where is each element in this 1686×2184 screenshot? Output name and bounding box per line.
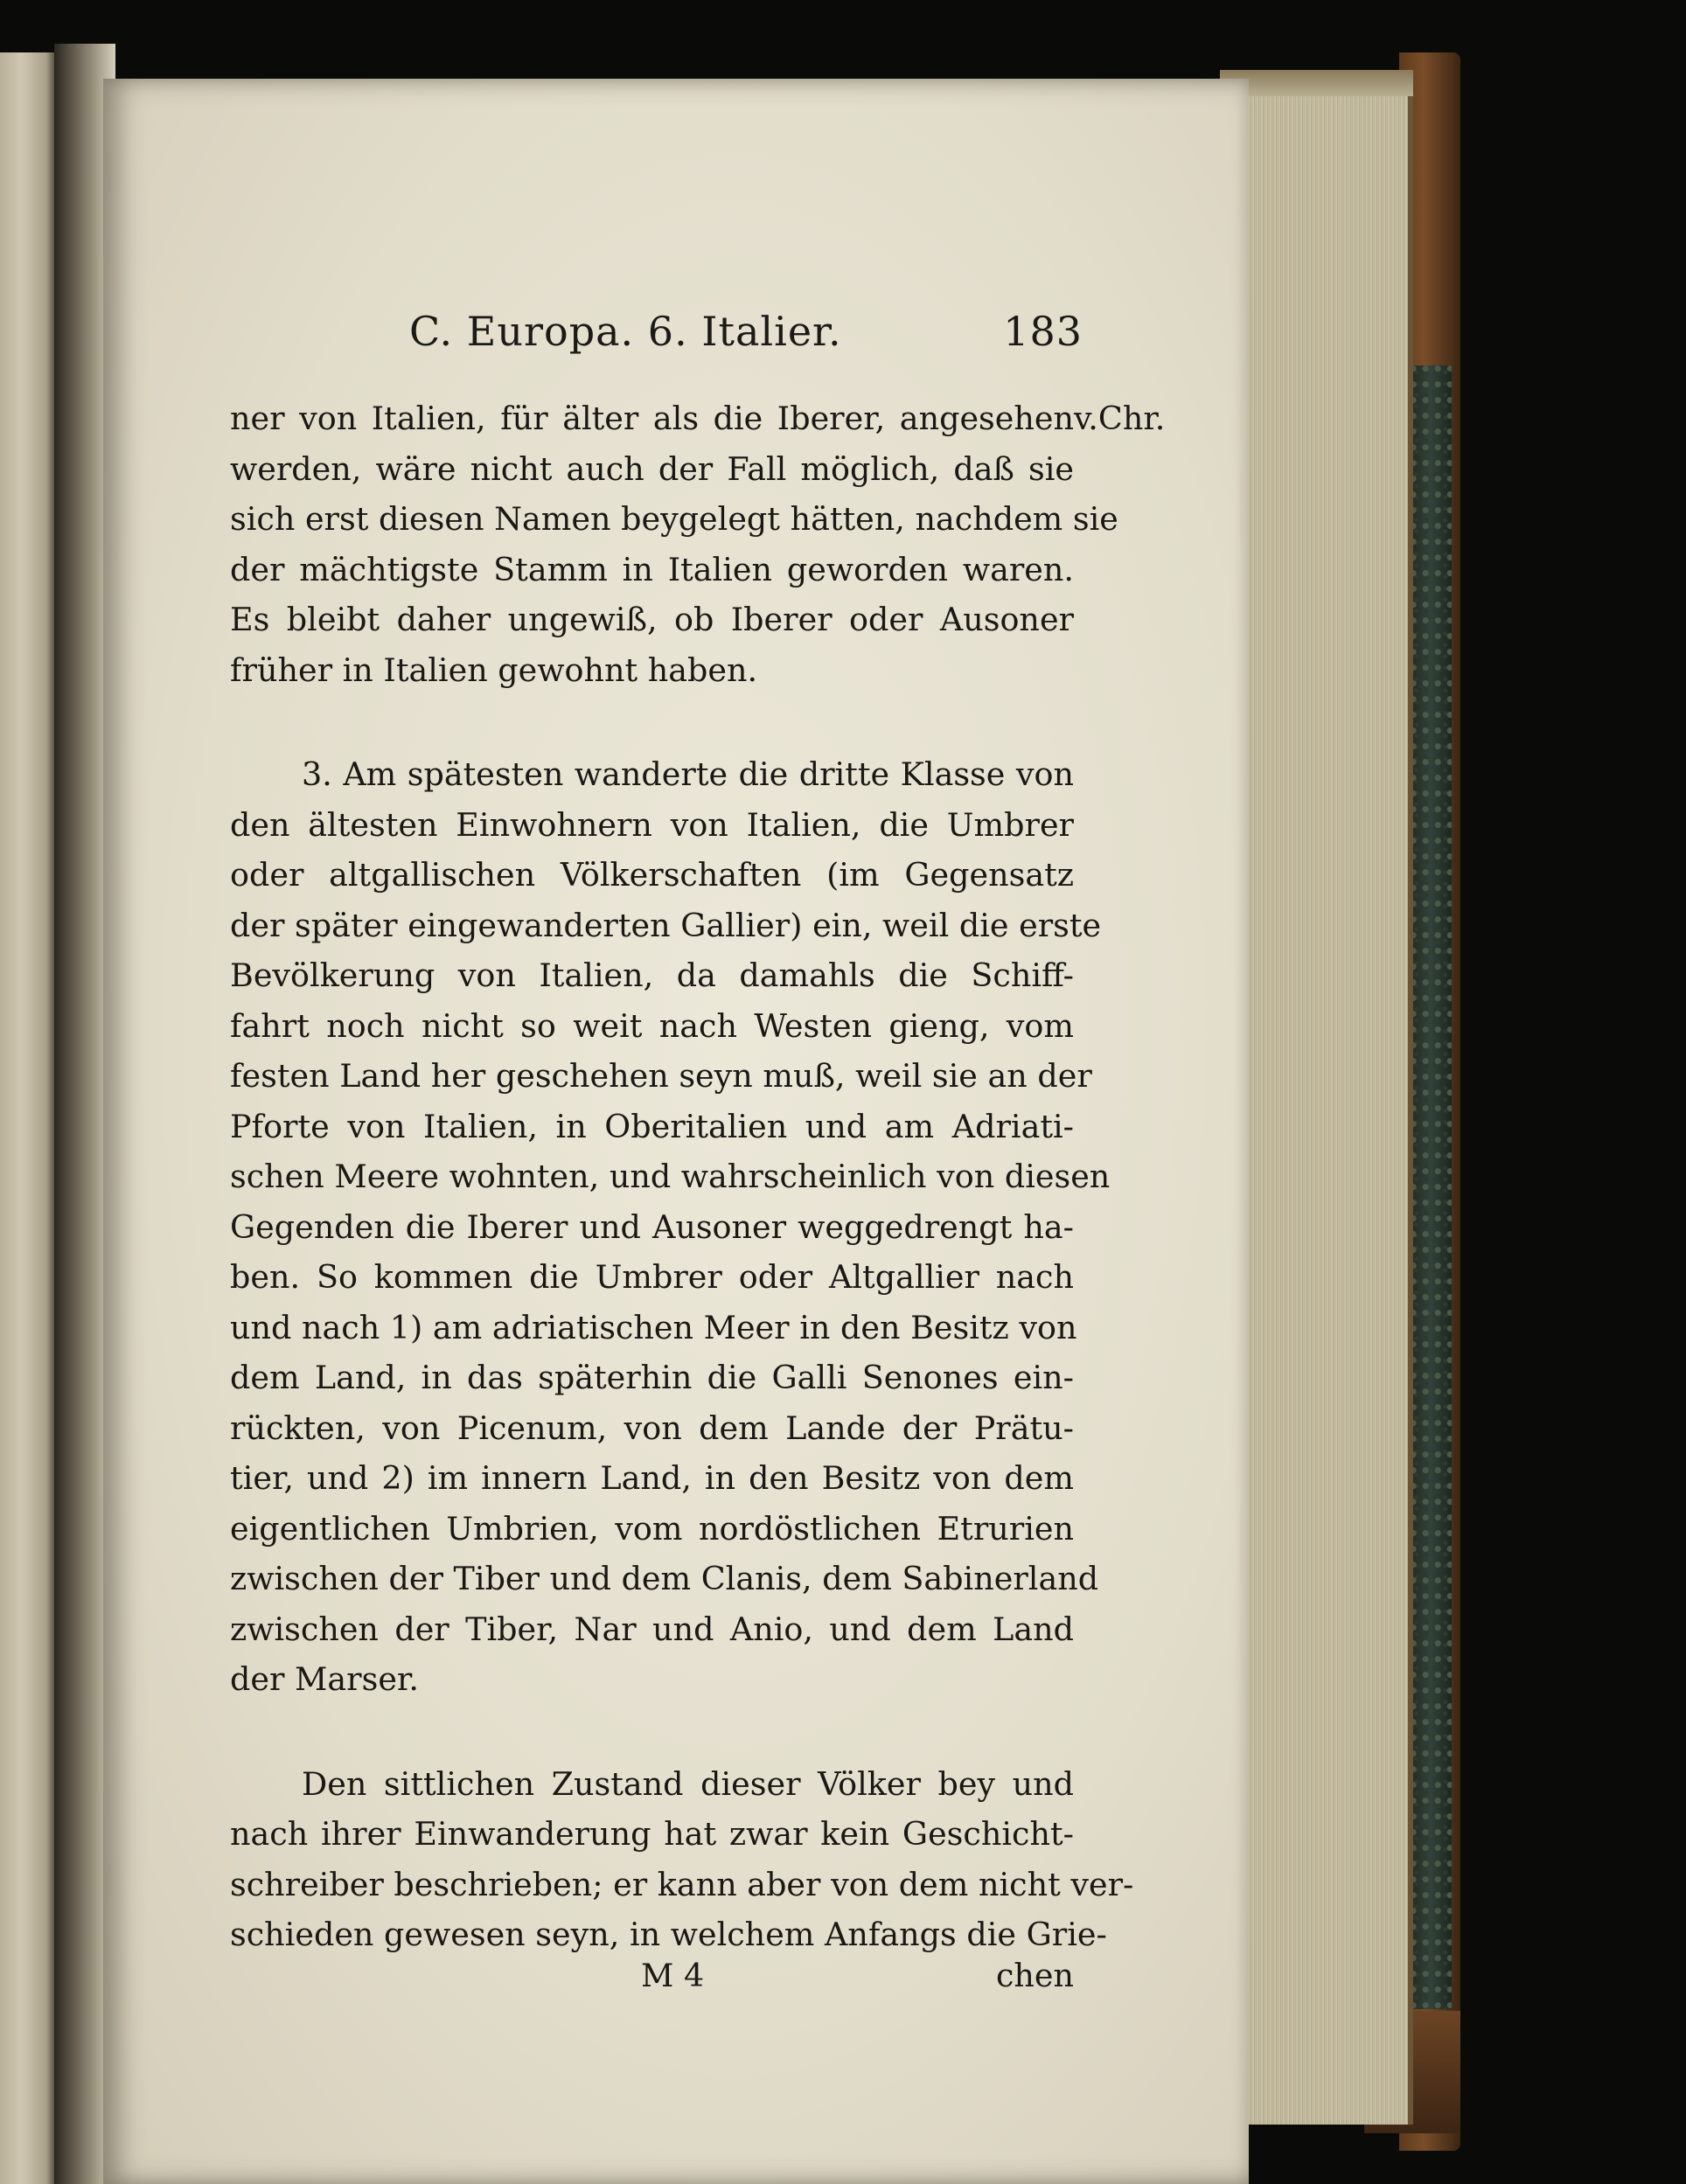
- text-line: ben. So kommen die Umbrer oder Altgallier nach: [230, 1258, 1074, 1296]
- running-title: C. Europa. 6. Italier.: [409, 308, 842, 355]
- catchword: chen: [995, 1957, 1074, 1994]
- text-line: den ältesten Einwohnern von Italien, die Umbrer: [230, 805, 1074, 844]
- text-line: und nach 1) am adriatischen Meer in den Besitz von: [230, 1308, 1077, 1346]
- page-stack-top: [1220, 70, 1413, 96]
- text-line: Pforte von Italien, in Oberitalien und am Adriati-: [230, 1107, 1074, 1145]
- paragraph: [230, 1759, 1134, 1960]
- book-page: [103, 79, 1249, 2184]
- page-number: 183: [1003, 308, 1083, 355]
- text-line: früher in Italien gewohnt haben.: [230, 650, 758, 689]
- marbled-cover-panel: [1410, 365, 1452, 2009]
- text-line: der später eingewanderten Gallier) ein, weil die erste: [230, 906, 1102, 944]
- text-line: fahrt noch nicht so weit nach Westen gieng, vom: [230, 1006, 1074, 1045]
- signature-mark: M 4: [641, 1957, 705, 1994]
- text-line: ner von Italien, für älter als die Iberer, angesehen: [230, 400, 1074, 437]
- text-line: dem Land, in das späterhin die Galli Senones ein-: [230, 1359, 1074, 1396]
- text-line: der mächtigste Stamm in Italien geworden waren.: [230, 550, 1074, 588]
- text-line: der Marser.: [230, 1660, 419, 1698]
- text-line: rückten, von Picenum, von dem Lande der Prätu-: [230, 1408, 1074, 1447]
- text-line: eigentlichen Umbrien, vom nordöstlichen Etrurien: [230, 1509, 1074, 1548]
- text-line: tier, und 2) im innern Land, in den Besitz von dem: [230, 1459, 1074, 1497]
- previous-page-edge: [0, 52, 54, 2184]
- text-line: Den sittlichen Zustand dieser Völker bey und: [302, 1764, 1074, 1803]
- text-line: 3. Am spätesten wanderte die dritte Klasse von: [302, 755, 1074, 793]
- text-line: zwischen der Tiber, Nar und Anio, und dem Land: [230, 1610, 1074, 1648]
- paragraph: [230, 749, 1111, 1705]
- text-line: zwischen der Tiber und dem Clanis, dem Sabinerland: [230, 1560, 1099, 1597]
- text-line: Gegenden die Iberer und Ausoner weggedrengt ha-: [230, 1207, 1074, 1246]
- page-footer: [230, 1957, 1074, 2009]
- text-line: schen Meere wohnten, und wahrscheinlich von diesen: [230, 1158, 1111, 1195]
- text-line: nach ihrer Einwanderung hat zwar kein Geschicht-: [230, 1815, 1074, 1853]
- text-line: Es bleibt daher ungewiß, ob Iberer oder Ausoner: [230, 601, 1074, 638]
- marginal-note: v.Chr.: [1074, 400, 1166, 437]
- text-line: werden, wäre nicht auch der Fall möglich, daß sie: [230, 449, 1074, 488]
- text-line: Bevölkerung von Italien, da damahls die Schiff-: [230, 956, 1074, 994]
- paragraph: [230, 393, 1118, 695]
- text-line: schieden gewesen seyn, in welchem Anfangs die Grie-: [230, 1916, 1107, 1953]
- text-line: schreiber beschrieben; er kann aber von dem nicht ver-: [230, 1865, 1134, 1903]
- text-line: festen Land her geschehen seyn muß, weil sie an der: [230, 1057, 1092, 1095]
- page-stack-edges: [1220, 70, 1413, 2125]
- running-header: [409, 308, 1083, 369]
- text-line: sich erst diesen Namen beygelegt hätten, nachdem sie: [230, 500, 1118, 538]
- text-line: oder altgallischen Völkerschaften (im Gegensatz: [230, 856, 1074, 894]
